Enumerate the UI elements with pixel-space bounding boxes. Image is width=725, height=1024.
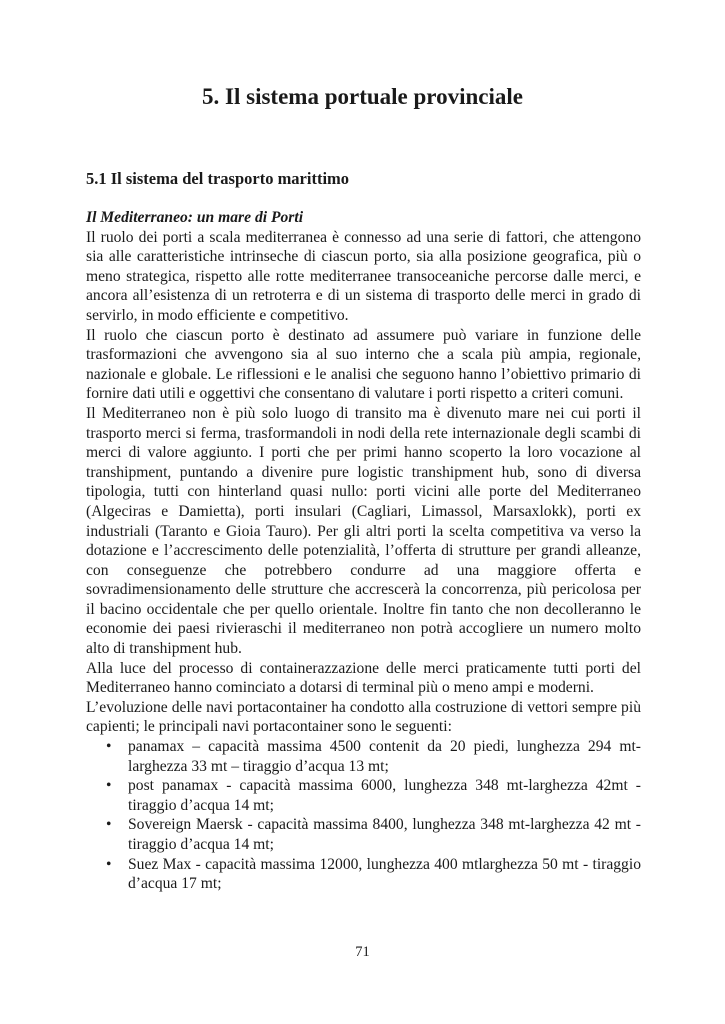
list-item: • Sovereign Maersk - capacità massima 8400, lunghezza 348 mt-larghezza 42 mt - tiraggio d’acqua 14 mt;	[86, 815, 641, 854]
chapter-title: 5. Il sistema portuale provinciale	[202, 84, 523, 109]
paragraph: Alla luce del processo di containerazzazione delle merci praticamente tutti porti del Mediterraneo hanno cominciato a dotarsi di terminal più o meno ampi e moderni.	[86, 659, 641, 697]
paragraph: L’evoluzione delle navi portacontainer ha condotto alla costruzione di vettori sempre più capienti; le principali navi portacontainer sono le seguenti:	[86, 698, 641, 736]
list-item: • panamax – capacità massima 4500 contenit da 20 piedi, lunghezza 294 mt-larghezza 33 mt – tiraggio d’acqua 13 mt;	[86, 737, 641, 776]
list-item: • post panamax - capacità massima 6000, lunghezza 348 mt-larghezza 42mt - tiraggio d’acqua 14 mt;	[86, 776, 641, 815]
paragraph: Il ruolo che ciascun porto è destinato ad assumere può variare in funzione delle trasformazioni che avvengono sia al suo interno che a scala più ampia, regionale, nazionale e globale. Le riflessioni e le analisi che seguono hanno l’obiettivo primario di fornire dati utili e oggettivi che consentano di valutare i porti rispetto a criteri comuni.	[86, 326, 641, 403]
subheading: Il Mediterraneo: un mare di Porti	[86, 209, 304, 226]
body-text	[86, 208, 641, 894]
paragraph: Il Mediterraneo non è più solo luogo di transito ma è divenuto mare nei cui porti il trasporto merci si ferma, trasformandoli in nodi della rete internazionale degli scambi di merci di valore aggiunto. I porti che per primi hanno scoperto la loro vocazione al transhipment, puntando a divenire pure logistic transhipment hub, sono di diversa tipologia, tutti con hinterland quasi nullo: porti vicini alle porte del Mediterraneo (Algeciras e Damietta), porti insulari (Cagliari, Limassol, Marsaxlokk), porti ex industriali (Taranto e Gioia Tauro). Per gli altri porti la scelta competitiva va verso la dotazione e l’accrescimento delle potenzialità, l’offerta di strutture per grandi alleanze, con conseguenze che potrebbero condurre ad una maggiore offerta e sovradimensionamento delle strutture che accrescerà la concorrenza, più pericolosa per il bacino occidentale che per quello orientale. Inoltre fin tanto che non decolleranno le economie dei paesi rivieraschi il mediterraneo non potrà accogliere un numero molto alto di transhipment hub.	[86, 404, 641, 658]
page-number: 71	[355, 944, 370, 960]
ship-list	[86, 737, 641, 894]
paragraph: Il ruolo dei porti a scala mediterranea è connesso ad una serie di fattori, che attengono sia alle caratteristiche intrinseche di ciascun porto, sia alla posizione geografica, più o meno strategica, rispetto alle rotte mediterranee transoceaniche percorse dalle merci, e ancora all’esistenza di un retroterra e di un sistema di trasporto delle merci in grado di servirlo, in modo efficiente e competitivo.	[86, 228, 641, 324]
list-item: • Suez Max - capacità massima 12000, lunghezza 400 mtlarghezza 50 mt - tiraggio d’acqua 17 mt;	[86, 855, 641, 894]
section-heading: 5.1 Il sistema del trasporto marittimo	[86, 169, 350, 188]
